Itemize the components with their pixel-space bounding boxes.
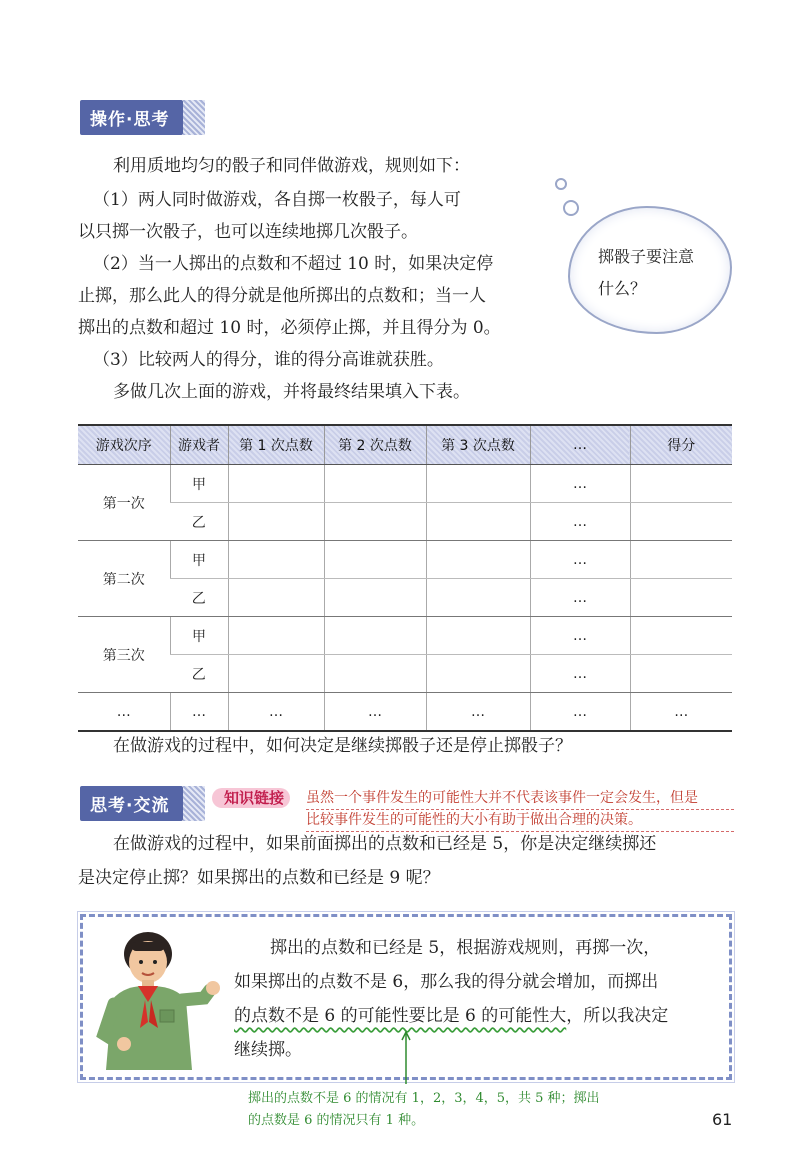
header-score: 得分 bbox=[630, 425, 732, 465]
green-note-line2: 的点数是 6 的情况只有 1 种。 bbox=[248, 1113, 425, 1128]
table-row bbox=[78, 503, 732, 541]
header-roll3: 第 3 次点数 bbox=[426, 425, 530, 465]
score-cell[interactable] bbox=[426, 465, 530, 503]
header-more: … bbox=[530, 425, 630, 465]
ellipsis-cell: … bbox=[426, 693, 530, 732]
ellipsis-cell: … bbox=[170, 693, 228, 732]
table-header-row bbox=[78, 425, 732, 465]
annotation-arrow-icon bbox=[396, 1030, 416, 1088]
instruction-text: 多做几次上面的游戏，并将最终结果填入下表。 bbox=[113, 382, 470, 402]
total-cell[interactable] bbox=[630, 503, 732, 541]
header-roll2: 第 2 次点数 bbox=[324, 425, 426, 465]
score-cell[interactable] bbox=[228, 465, 324, 503]
section-tag-operate-think bbox=[80, 100, 183, 135]
speech-line1: 掷出的点数和已经是 5，根据游戏规则，再掷一次， bbox=[270, 938, 661, 958]
knowledge-link-line2: 比较事件发生的可能性的大小有助于做出合理的决策。 bbox=[306, 810, 734, 832]
thought-bubble bbox=[568, 206, 732, 334]
game-results-table bbox=[78, 424, 732, 732]
score-cell[interactable] bbox=[324, 541, 426, 579]
score-cell[interactable] bbox=[228, 655, 324, 693]
round-label: 第二次 bbox=[78, 541, 170, 617]
knowledge-link-label: 知识链接 bbox=[212, 788, 290, 808]
rule2-line1: （2）当一人掷出的点数和不超过 10 时，如果决定停 bbox=[93, 254, 494, 274]
score-cell[interactable] bbox=[324, 655, 426, 693]
page-number: 61 bbox=[712, 1110, 733, 1129]
score-cell[interactable] bbox=[426, 655, 530, 693]
player-cell: 甲 bbox=[170, 541, 228, 579]
ellipsis-cell: … bbox=[530, 579, 630, 617]
rule1-line1: （1）两人同时做游戏，各自掷一枚骰子，每人可 bbox=[93, 190, 461, 210]
player-cell: 乙 bbox=[170, 503, 228, 541]
rule2-line3: 掷出的点数和超过 10 时，必须停止掷，并且得分为 0。 bbox=[78, 318, 501, 338]
header-player: 游戏者 bbox=[170, 425, 228, 465]
speech-line4: 继续掷。 bbox=[234, 1040, 302, 1060]
table-row bbox=[78, 579, 732, 617]
bubble-line1: 掷骰子要注意 bbox=[598, 247, 695, 266]
question-text: 在做游戏的过程中，如何决定是继续掷骰子还是停止掷骰子？ bbox=[113, 736, 572, 756]
ellipsis-cell: … bbox=[530, 617, 630, 655]
score-cell[interactable] bbox=[228, 579, 324, 617]
player-cell: 甲 bbox=[170, 617, 228, 655]
score-cell[interactable] bbox=[228, 503, 324, 541]
score-cell[interactable] bbox=[426, 617, 530, 655]
table-row bbox=[78, 465, 732, 503]
score-cell[interactable] bbox=[228, 617, 324, 655]
table-row bbox=[78, 617, 732, 655]
total-cell[interactable] bbox=[630, 541, 732, 579]
bubble-dot-medium bbox=[563, 200, 579, 216]
para-line2: 是决定停止掷？如果掷出的点数和已经是 9 呢？ bbox=[78, 868, 440, 888]
score-cell[interactable] bbox=[324, 579, 426, 617]
total-cell[interactable] bbox=[630, 617, 732, 655]
table-row bbox=[78, 655, 732, 693]
knowledge-link-badge bbox=[212, 787, 290, 808]
score-cell[interactable] bbox=[228, 541, 324, 579]
knowledge-link-text bbox=[306, 788, 734, 832]
ellipsis-cell: … bbox=[530, 503, 630, 541]
rule1-line2: 以只掷一次骰子，也可以连续地掷几次骰子。 bbox=[78, 222, 418, 242]
highlighted-reason: 的点数不是 6 的可能性要比是 6 的可能性大 bbox=[234, 1006, 567, 1026]
ellipsis-cell: … bbox=[324, 693, 426, 732]
score-cell[interactable] bbox=[324, 617, 426, 655]
section-tag-label: 思考·交流 bbox=[90, 796, 170, 816]
ellipsis-cell: … bbox=[630, 693, 732, 732]
score-cell[interactable] bbox=[426, 579, 530, 617]
para-line1: 在做游戏的过程中，如果前面掷出的点数和已经是 5，你是决定继续掷还 bbox=[113, 834, 657, 854]
speech-line2: 如果掷出的点数不是 6，那么我的得分就会增加，而掷出 bbox=[234, 972, 659, 992]
score-cell[interactable] bbox=[324, 465, 426, 503]
table-row-ellipsis bbox=[78, 693, 732, 732]
score-cell[interactable] bbox=[426, 541, 530, 579]
speech-line3 bbox=[234, 1000, 668, 1032]
ellipsis-cell: … bbox=[530, 541, 630, 579]
rule3-text: （3）比较两人的得分，谁的得分高谁就获胜。 bbox=[93, 350, 444, 370]
intro-text: 利用质地均匀的骰子和同伴做游戏，规则如下： bbox=[113, 156, 470, 176]
score-cell[interactable] bbox=[426, 503, 530, 541]
total-cell[interactable] bbox=[630, 655, 732, 693]
bubble-dot-small bbox=[555, 178, 567, 190]
ellipsis-cell: … bbox=[530, 655, 630, 693]
ellipsis-cell: … bbox=[78, 693, 170, 732]
section-tag-label: 操作·思考 bbox=[90, 110, 170, 130]
ellipsis-cell: … bbox=[530, 693, 630, 732]
round-label: 第三次 bbox=[78, 617, 170, 693]
header-roll1: 第 1 次点数 bbox=[228, 425, 324, 465]
rule2-line2: 止掷，那么此人的得分就是他所掷出的点数和；当一人 bbox=[78, 286, 486, 306]
header-order: 游戏次序 bbox=[78, 425, 170, 465]
bubble-line2: 什么？ bbox=[598, 279, 647, 298]
green-note-line1: 掷出的点数不是 6 的情况有 1，2，3，4，5，共 5 种；掷出 bbox=[248, 1091, 600, 1106]
score-cell[interactable] bbox=[324, 503, 426, 541]
speech-line3-end: ，所以我决定 bbox=[566, 1006, 669, 1026]
player-cell: 乙 bbox=[170, 579, 228, 617]
table-row bbox=[78, 541, 732, 579]
section-tag-think-discuss bbox=[80, 786, 183, 821]
round-label: 第一次 bbox=[78, 465, 170, 541]
ellipsis-cell: … bbox=[530, 465, 630, 503]
ellipsis-cell: … bbox=[228, 693, 324, 732]
player-cell: 乙 bbox=[170, 655, 228, 693]
knowledge-link-line1: 虽然一个事件发生的可能性大并不代表该事件一定会发生，但是 bbox=[306, 788, 734, 810]
total-cell[interactable] bbox=[630, 579, 732, 617]
player-cell: 甲 bbox=[170, 465, 228, 503]
student-boy-illustration bbox=[92, 924, 222, 1070]
total-cell[interactable] bbox=[630, 465, 732, 503]
